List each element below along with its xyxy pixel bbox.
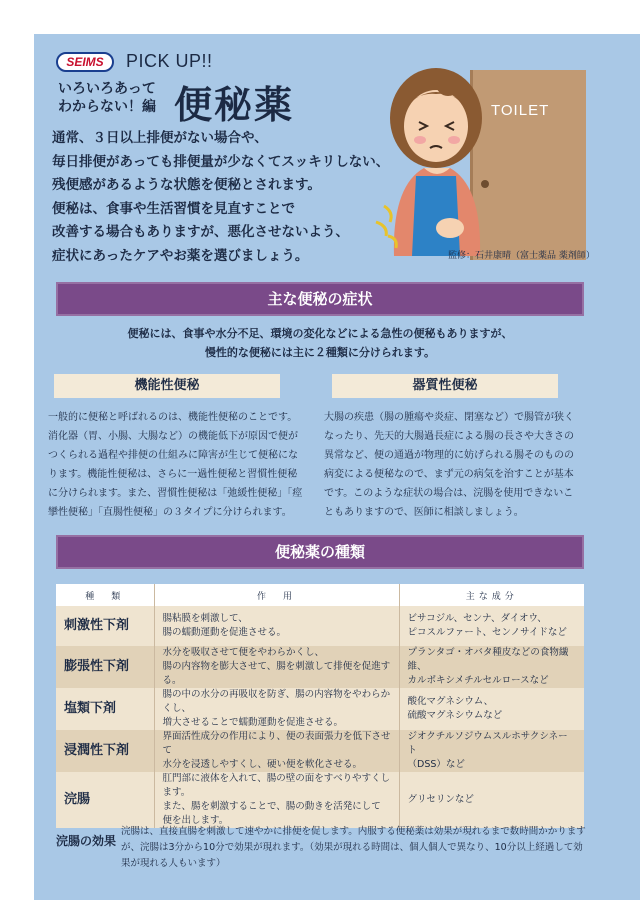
laxative-effect: 腸粘膜を刺激して、 腸の蠕動運動を促進させる。 [154,606,399,646]
laxative-table [56,584,584,828]
lead-line: 便秘には、食事や水分不足、環境の変化などによる急性の便秘もありますが、 [127,327,513,340]
subtitle-line-2: わからない！編 [58,99,156,115]
intro-line: 残便感があるような状態を便秘とされます。 [52,177,321,193]
laxative-name: 膨張性下剤 [56,646,154,688]
pickup-label: PICK UP!! [126,51,213,71]
laxative-effect: 界面活性成分の作用により、便の表面張力を低下させて 水分を浸透しやすくし、硬い便を軟化させる。 [154,730,399,772]
laxative-ingredients: ジオクチルソジウムスルホサクシネート （DSS）など [399,730,584,772]
lead-line: 慢性的な便秘には主に２種類に分けられます。 [204,346,436,359]
woman-illustration [364,56,624,256]
enema-effect-label: 浣腸の効果 [56,834,117,848]
intro-line: 改善する場合もありますが、悪化させないよう、 [52,224,349,240]
section-banner-types: 便秘薬の種類 [56,535,584,569]
column-header: 種 類 [56,584,154,606]
table-row [56,730,584,772]
laxative-name: 刺激性下剤 [56,606,154,646]
functional-constipation-heading: 機能性便秘 [54,374,280,398]
enema-effect-text: 浣腸は、直接直腸を刺激して速やかに排便を促します。内服する便秘薬は効果が現れるまで数時間かかりますが、浣腸は3分から10分で効果が現れます。（効果が現れる時間は、個人個人で異なり、10分以上経過して効果が現れる人もいます） [121,826,586,869]
page-title: 便秘薬 [174,82,295,127]
page-background [34,34,640,900]
laxative-ingredients: プランタゴ・オバタ種皮などの食物繊維、 カルボキシメチルセルロースなど [399,646,584,688]
table-row [56,772,584,828]
table-row [56,688,584,730]
organic-constipation-heading: 器質性便秘 [332,374,558,398]
laxative-ingredients: グリセリンなど [399,772,584,828]
toilet-label: TOILET [491,102,550,119]
table-header-row [56,584,584,606]
organic-constipation-text: 大腸の疾患（腸の腫瘍や炎症、閉塞など）で腸管が狭くなったり、先天的大腸過長症による腸の長さや大きさの異常など、便の通過が物理的に妨げられる腸そのものの病変による便秘なので、まず元の病気を治すことが基本です。このような症状の場合は、浣腸を使用できないこともありますので、医師に相談しましょう。 [324,412,574,518]
functional-constipation-text: 一般的に便秘と呼ばれるのは、機能性便秘のことです。消化器（胃、小腸、大腸など）の機能低下が原因で便がつくられる過程や排便の仕組みに障害が生じて便秘になります。機能性便秘は、さらに一過性便秘と習慣性便秘に分けられます。また、習慣性便秘は「弛緩性便秘」「痙攣性便秘」「直腸性便秘」の３タイプに分けられます。 [48,412,303,518]
laxative-name: 塩類下剤 [56,688,154,730]
laxative-name: 浣腸 [56,772,154,828]
laxative-effect: 腸の中の水分の再吸収を防ぎ、腸の内容物をやわらかくし、 増大させることで蠕動運動を促進させる。 [154,688,399,730]
laxative-effect: 肛門部に液体を入れて、腸の壁の面をすべりやすくします。 また、腸を刺激することで、腸の動きを活発にして 便を出します。 [154,772,399,828]
table-row [56,606,584,646]
intro-line: 症状にあったケアやお薬を選びましょう。 [52,247,309,264]
symptoms-lead [56,324,584,362]
column-header: 作 用 [154,584,399,606]
subtitle [58,80,156,116]
laxative-ingredients: ビサコジル、センナ、ダイオウ、 ピコスルファート、センノサイドなど [399,606,584,646]
laxative-ingredients: 酸化マグネシウム、 硫酸マグネシウムなど [399,688,584,730]
section-banner-symptoms: 主な便秘の症状 [56,282,584,316]
laxative-effect: 水分を吸収させて便をやわらかくし、 腸の内容物を膨大させて、腸を刺激して排便を促進する。 [154,646,399,688]
table-row [56,646,584,688]
intro-line: 毎日排便があっても排便量が少なくてスッキリしない、 [52,153,390,170]
intro-line: 通常、３日以上排便がない場合や、 [52,130,268,146]
intro-line: 便秘は、食事や生活習慣を見直すことで [52,200,295,217]
supervisor-credit: 監修：石井康晴（富士薬品 薬剤師） [448,251,595,261]
seims-logo: SEIMS [56,52,114,72]
laxative-name: 浸潤性下剤 [56,730,154,772]
column-header: 主な成分 [399,584,584,606]
subtitle-line-1: いろいろあって [58,81,156,97]
